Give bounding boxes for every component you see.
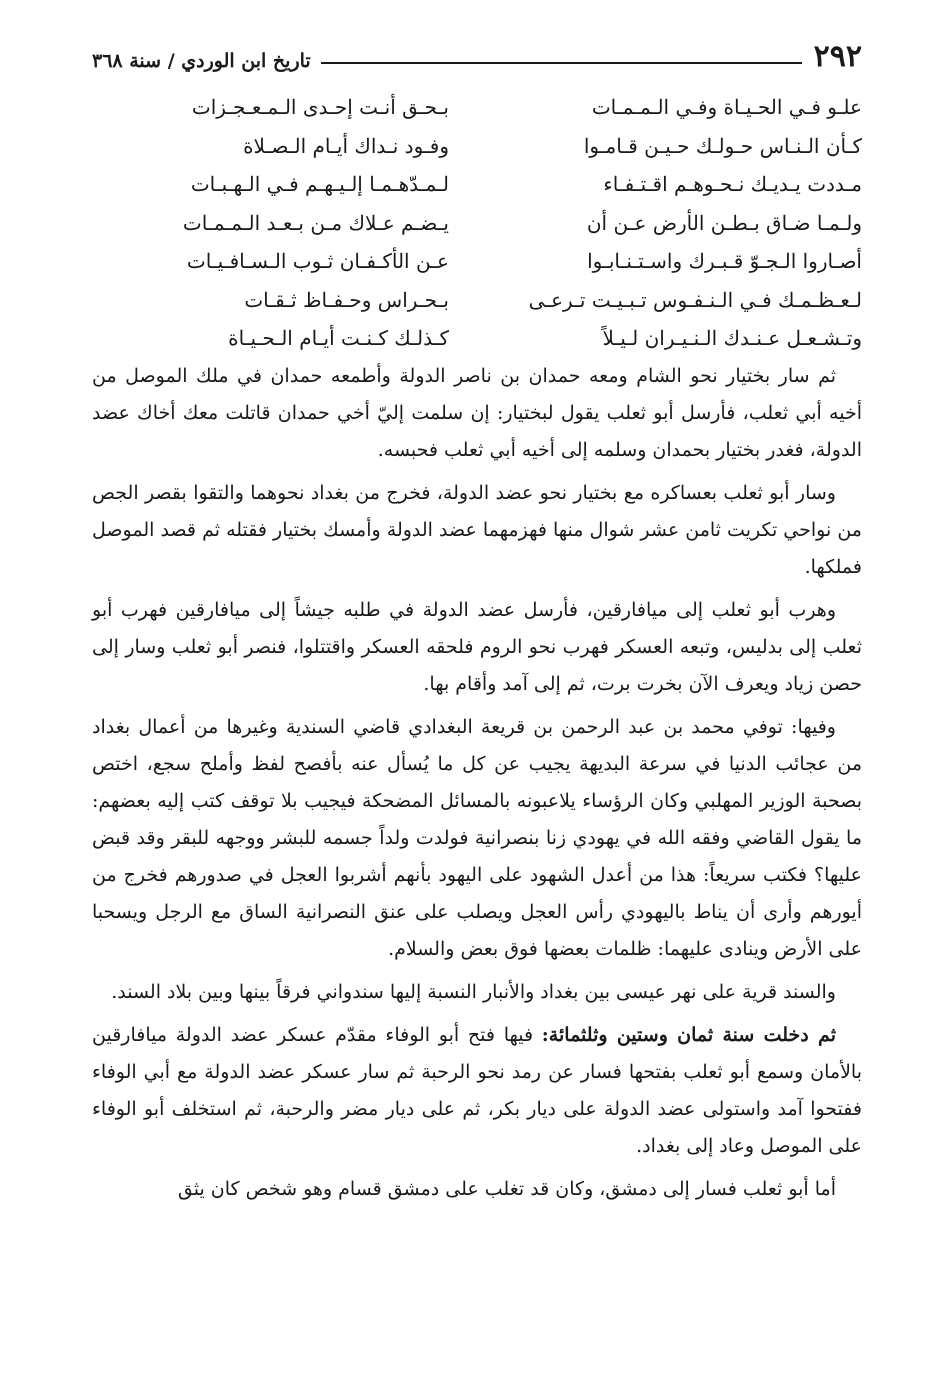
prose-body [92, 358, 862, 1208]
book-page [92, 30, 862, 1350]
verse-second-hemistich: بـحـراس وحـفـاظ ثـقـات [244, 287, 449, 312]
paragraph-text: وسار أبو ثعلب بعساكره مع بختيار نحو عضد الدولة، فخرج من بغداد نحوهما والتقوا بقصر الجص من نواحي تكريت ثامن عشر شوال منها فهزمهما عضد الدولة وأمسك بختيار فقتله ثم قصد الموصل فملكها. [92, 481, 862, 578]
page-number: ٢٩٢ [813, 39, 862, 74]
verse-first-hemistich: كـأن الـنـاس حـولـك حـيـن قـامـوا [583, 133, 862, 158]
year-heading: ثم دخلت سنة ثمان وستين وثلثمائة: [541, 1023, 836, 1046]
poem [92, 88, 862, 358]
verse-second-hemistich: كـذلـك كـنـت أيـام الـحـيـاة [228, 326, 449, 350]
verse-first-hemistich: علـو فـي الحـيـاة وفـي الـمـمـات [591, 95, 862, 119]
verse-second-hemistich: عـن الأكـفـان ثـوب الـسـافـيـات [186, 249, 449, 273]
header-rule [321, 62, 802, 64]
verse-first-hemistich: مـددت يـديـك نـحـوهـم اقـتـفـاء [603, 172, 862, 196]
paragraph-text: وهرب أبو ثعلب إلى ميافارقين، فأرسل عضد الدولة في طلبه جيشاً إلى ميافارقين فهرب أبو ثعلب إلى بدليس، وتبعه العسكر فهرب نحو الروم فلحقه العسكر واقتتلوا، فنصر أبو ثعلب وسار إلى حصن زياد ويعرف الآن بخرت برت، ثم إلى آمد وأقام بها. [92, 598, 862, 695]
paragraph [92, 475, 862, 586]
paragraph [92, 709, 862, 968]
running-title: تاريخ ابن الوردي / سنة ٣٦٨ [92, 50, 311, 72]
verse-first-hemistich: أصـاروا الـجـوّ قـبـرك واسـتـنـابـوا [587, 249, 862, 273]
verse-second-hemistich: لـمـدّهـمـا إلـيـهـم فـي الـهـبـات [190, 172, 449, 196]
page-header [92, 30, 862, 76]
paragraph [92, 1017, 862, 1165]
paragraph-text: ثم سار بختيار نحو الشام ومعه حمدان بن ناصر الدولة وأطمعه حمدان في ملك الموصل من أخيه أبي ثعلب، فأرسل أبو ثعلب يقول لبختيار: إن سلمت إليّ أخي حمدان قاتلت معك أخاك عضد الدولة، فغدر بختيار بحمدان وسلمه إلى أخيه أبي ثعلب فحبسه. [92, 364, 862, 461]
verse-second-hemistich: وفـود نـداك أيـام الـصـلاة [243, 133, 449, 158]
verse-first-hemistich: ولـمـا ضـاق بـطـن الأرض عـن أن [586, 210, 862, 235]
paragraph-text: أما أبو ثعلب فسار إلى دمشق، وكان قد تغلب على دمشق قسام وهو شخص كان يثق [177, 1177, 836, 1200]
verse-second-hemistich: بـحـق أنـت إحـدى الـمـعـجـزات [191, 95, 449, 119]
paragraph [92, 974, 862, 1011]
verse-first-hemistich: لـعـظـمـك فـي الـنـفـوس تـبـيـت تـرعـى [528, 287, 862, 312]
paragraph [92, 592, 862, 703]
paragraph-text: فيها فتح أبو الوفاء مقدّم عسكر عضد الدولة ميافارقين بالأمان وسمع أبو ثعلب بفتحها فسار عن رمد نحو الرحبة ثم سار عسكر عضد الدولة مع أبي الوفاء ففتحوا آمد واستولى عضد الدولة على ديار بكر، ثم على ديار مضر والرحبة، ثم استخلف أبو الوفاء على الموصل وعاد إلى بغداد. [92, 1023, 862, 1157]
paragraph [92, 1171, 862, 1208]
paragraph [92, 358, 862, 469]
verse-second-hemistich: يـضـم عـلاك مـن بـعـد الـمـمـات [182, 210, 449, 235]
paragraph-text: وفيها: توفي محمد بن عبد الرحمن بن قريعة البغدادي قاضي السندية وغيرها من أعمال بغداد من عجائب الدنيا في سرعة البديهة يجيب عن كل ما يُسأل عنه بأفصح لفظ وأملح سجع، اختص بصحبة الوزير المهلبي وكان الرؤساء يلاعبونه بالمسائل المضحكة فيجيب بلا توقف كتب إليه بعضهم: ما يقول القاضي وفقه الله في يهودي زنا بنصرانية فولدت ولداً جسمه للبشر ووجهه للبقر وقد قبض عليها؟ فكتب سريعاً: هذا من أعدل الشهود على اليهود بأنهم أشربوا العجل في صدورهم فخرج من أيورهم وأرى أن يناط باليهودي رأس العجل ويصلب على عنق النصرانية الساق مع الرجل ويسحبا على الأرض وينادى عليهما: ظلمات بعضها فوق بعض والسلام. [92, 715, 862, 960]
paragraph-text: والسند قرية على نهر عيسى بين بغداد والأنبار النسبة إليها سندواني فرقاً بينها وبين بلاد السند. [111, 980, 836, 1003]
verse-first-hemistich: وتـشـعـل عـنـدك الـنـيـران لـيـلاً [602, 326, 862, 350]
